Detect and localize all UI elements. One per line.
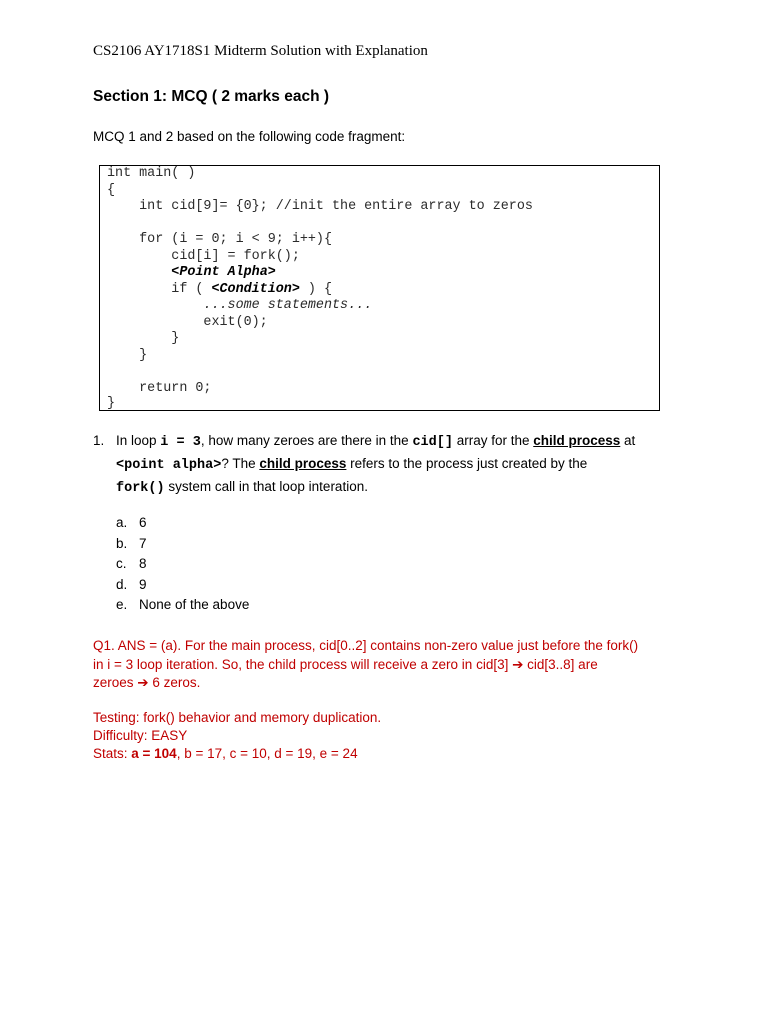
condition-marker: <Condition>	[211, 281, 300, 297]
q-text: ? The	[221, 456, 260, 471]
option-letter: a.	[116, 515, 128, 530]
code-line-point-alpha	[107, 265, 276, 282]
option-text: 6	[139, 515, 147, 530]
testing-note: Testing: fork() behavior and memory duplication.	[93, 710, 382, 725]
code-line: ...some statements...	[107, 298, 373, 313]
code-line-condition	[107, 282, 332, 299]
arrow-icon: ➔	[512, 656, 524, 672]
option-letter: e.	[116, 597, 128, 612]
question-text	[116, 430, 676, 499]
q-fork: fork()	[116, 481, 165, 496]
code-line: exit(0);	[107, 314, 268, 330]
code-line: }	[107, 347, 148, 363]
q-text: refers to the process just created by the	[346, 456, 588, 471]
code-if-prefix: if (	[107, 281, 212, 297]
code-line: {	[107, 182, 116, 198]
q-text: , how many zeroes are there in the	[200, 433, 413, 448]
stats-note: Stats: a = 104, b = 17, c = 10, d = 19, e = 24	[93, 746, 358, 761]
option-text: 7	[139, 536, 147, 551]
document-header: CS2106 AY1718S1 Midterm Solution with Explanation	[93, 43, 428, 59]
option-letter: c.	[116, 556, 127, 571]
q-loop-var: i = 3	[160, 435, 201, 450]
arrow-icon: ➔	[137, 675, 149, 690]
code-line: }	[107, 331, 180, 346]
intro-text: MCQ 1 and 2 based on the following code fragment:	[93, 129, 406, 144]
code-line: }	[107, 396, 116, 411]
q-text: In loop	[116, 433, 161, 448]
q-text: array for the	[452, 433, 534, 448]
question-number: 1.	[93, 433, 105, 448]
code-line: cid[i] = fork();	[107, 248, 300, 264]
option-text: 8	[139, 556, 147, 571]
section-title: Section 1: MCQ ( 2 marks each )	[93, 88, 330, 105]
code-line: for (i = 0; i < 9; i++){	[107, 232, 332, 247]
code-box	[99, 165, 660, 411]
stats-a: a = 104	[131, 746, 177, 761]
answer-line: zeroes ➔ 6 zeros.	[93, 675, 201, 690]
difficulty-note: Difficulty: EASY	[93, 728, 188, 743]
code-indent	[107, 265, 171, 280]
answer-line: Q1. ANS = (a). For the main process, cid[0..2] contains non-zero value just before the fork()	[93, 638, 639, 653]
code-line: return 0;	[107, 380, 212, 396]
q-point-alpha: <point alpha>	[116, 458, 222, 473]
code-line: int main( )	[107, 166, 196, 181]
code-line: int cid[9]= {0}; //init the entire array to zeros	[107, 199, 533, 214]
q-text: system call in that loop interation.	[164, 479, 368, 494]
option-letter: d.	[116, 577, 128, 592]
answer-explanation	[93, 637, 713, 693]
code-if-suffix: ) {	[299, 281, 333, 297]
option-text: None of the above	[139, 597, 250, 612]
q-child-process: child process	[533, 433, 621, 448]
option-text: 9	[139, 577, 147, 592]
q-text: at	[620, 433, 636, 448]
q-child-process: child process	[259, 456, 347, 471]
point-alpha-marker: <Point Alpha>	[171, 265, 276, 280]
answer-line: in i = 3 loop iteration. So, the child process will receive a zero in cid[3] ➔ cid[3..8] are	[93, 656, 598, 672]
q-array: cid[]	[412, 435, 453, 450]
option-letter: b.	[116, 536, 128, 551]
